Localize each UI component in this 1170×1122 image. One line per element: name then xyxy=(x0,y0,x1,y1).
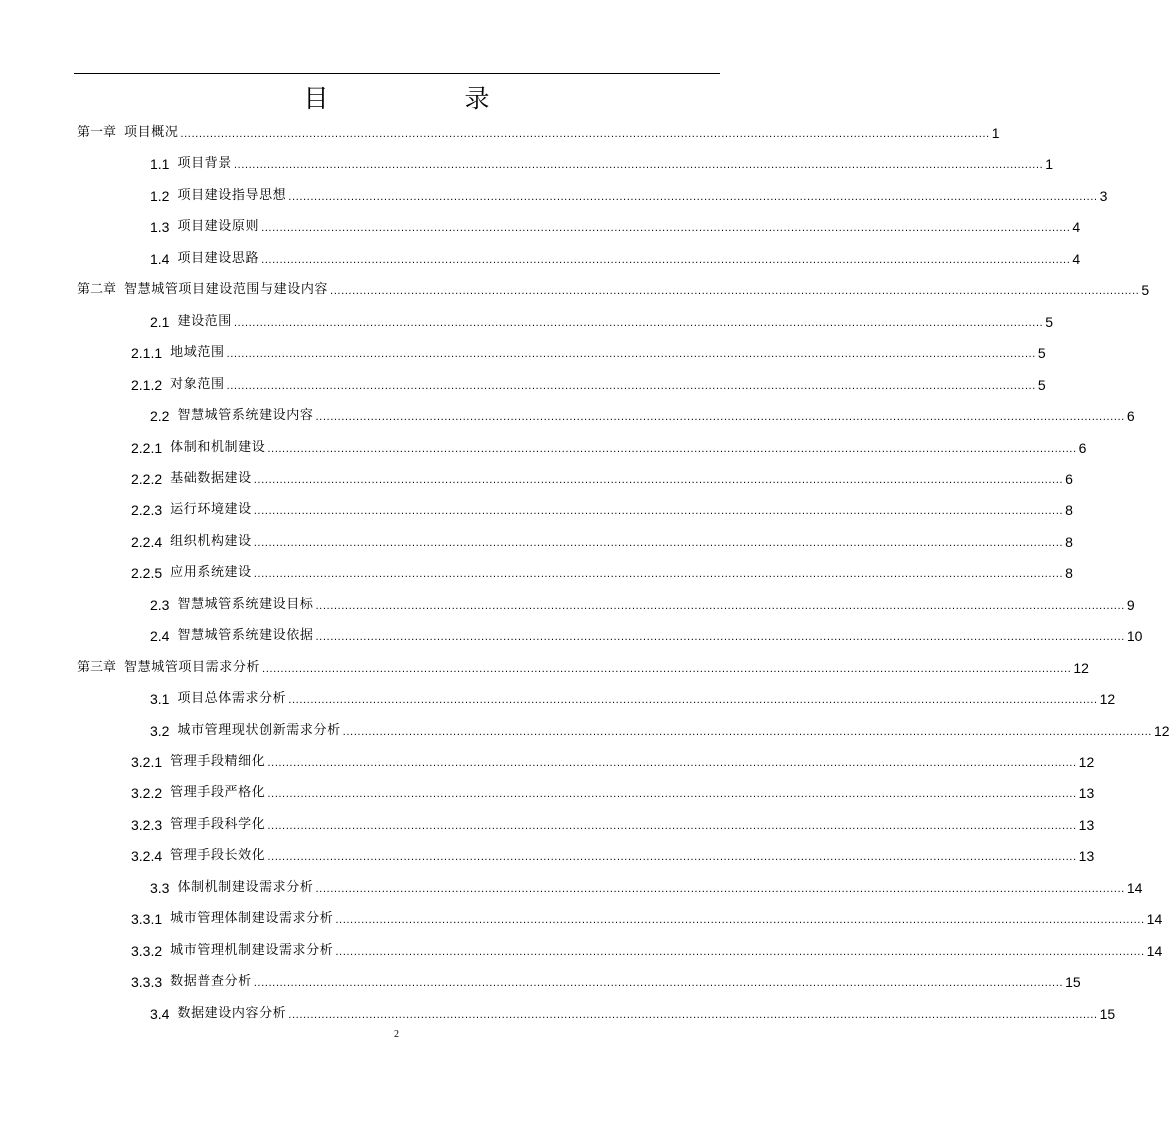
toc-entry-leader: ............................................................................................................................................................................................................................ xyxy=(335,947,1145,958)
toc-entry-leader: ............................................................................................................................................................................................................................ xyxy=(267,852,1077,863)
toc-entry-number: 2.1.1 xyxy=(131,345,163,361)
toc-entry-number: 3.2.2 xyxy=(131,785,163,801)
toc-entry-page: 9 xyxy=(1126,597,1135,613)
toc-entry-title: 智慧城管系统建设内容 xyxy=(177,408,314,423)
toc-entry-title: 体制机制建设需求分析 xyxy=(177,880,314,895)
toc-entry-leader: ............................................................................................................................................................................................................................ xyxy=(267,821,1077,832)
toc-entry-leader: ............................................................................................................................................................................................................................ xyxy=(335,915,1145,926)
toc-entry[interactable] xyxy=(150,187,1108,205)
toc-entry-title: 项目建设思路 xyxy=(177,251,260,266)
toc-entry-title: 智慧城管系统建设目标 xyxy=(177,597,314,612)
toc-entry[interactable] xyxy=(131,376,1046,394)
toc-entry-page: 6 xyxy=(1065,471,1073,487)
toc-entry[interactable] xyxy=(77,124,1000,142)
toc-entry[interactable] xyxy=(131,344,1046,362)
toc-entry-title: 项目背景 xyxy=(177,156,232,171)
toc-entry-number: 3.3 xyxy=(150,880,170,896)
toc-entry-title: 管理手段科学化 xyxy=(170,817,266,832)
toc-title: 目 录 xyxy=(303,84,554,113)
toc-entry-title: 管理手段长效化 xyxy=(170,848,266,863)
toc-entry-number: 3.3.1 xyxy=(131,911,163,927)
toc-entry-number: 3.3.3 xyxy=(131,974,163,990)
toc-entry-leader: ............................................................................................................................................................................................................................ xyxy=(267,758,1077,769)
toc-entry-title: 项目概况 xyxy=(124,125,179,140)
toc-entry[interactable] xyxy=(131,470,1073,488)
toc-entry-leader: ............................................................................................................................................................................................................................ xyxy=(226,349,1036,360)
toc-entry[interactable] xyxy=(131,533,1073,551)
toc-entry-number: 第一章 xyxy=(77,125,117,140)
toc-entry-leader: ............................................................................................................................................................................................................................ xyxy=(253,475,1064,486)
toc-entry-leader: ............................................................................................................................................................................................................................ xyxy=(267,444,1077,455)
toc-entry-number: 1.4 xyxy=(150,251,170,267)
toc-entry-page: 5 xyxy=(1037,345,1046,361)
toc-entry-number: 3.4 xyxy=(150,1006,170,1022)
toc-entry-title: 项目建设原则 xyxy=(177,219,260,234)
toc-entry-number: 3.2.1 xyxy=(131,754,163,770)
toc-entry-number: 3.3.2 xyxy=(131,943,163,959)
toc-entry[interactable] xyxy=(131,753,1095,771)
toc-entry-page: 14 xyxy=(1146,911,1163,927)
toc-entry-number: 2.2.2 xyxy=(131,471,163,487)
toc-entry-title: 组织机构建设 xyxy=(170,534,252,549)
toc-entry-title: 智慧城管项目建设范围与建设内容 xyxy=(124,282,329,297)
toc-entry-number: 第三章 xyxy=(77,660,117,675)
toc-entry-page: 4 xyxy=(1072,219,1081,235)
toc-entry-page: 8 xyxy=(1065,502,1073,518)
toc-entry-page: 10 xyxy=(1126,628,1143,644)
toc-entry[interactable] xyxy=(131,816,1095,834)
toc-entry-page: 12 xyxy=(1073,660,1089,676)
toc-entry-page: 4 xyxy=(1072,251,1081,267)
toc-entry-page: 8 xyxy=(1065,534,1073,550)
toc-entry[interactable] xyxy=(131,564,1073,582)
toc-entry[interactable] xyxy=(150,313,1053,331)
toc-entry[interactable] xyxy=(150,1005,1116,1023)
toc-entry-leader: ............................................................................................................................................................................................................................ xyxy=(180,129,990,140)
toc-entry-leader: ............................................................................................................................................................................................................................ xyxy=(253,978,1064,989)
toc-entry-title: 项目总体需求分析 xyxy=(177,691,287,706)
toc-entry-page: 5 xyxy=(1141,282,1150,298)
toc-entry[interactable] xyxy=(131,784,1095,802)
toc-entry-page: 5 xyxy=(1045,314,1053,330)
toc-entry-number: 2.3 xyxy=(150,597,170,613)
toc-entry-page: 14 xyxy=(1146,943,1163,959)
toc-entry-page: 12 xyxy=(1078,754,1095,770)
toc-entry[interactable] xyxy=(150,627,1143,645)
toc-entry[interactable] xyxy=(77,281,1150,299)
toc-entry[interactable] xyxy=(150,596,1135,614)
toc-entry-title: 应用系统建设 xyxy=(170,565,252,580)
toc-entry-leader: ............................................................................................................................................................................................................................ xyxy=(315,632,1125,643)
toc-entry-leader: ............................................................................................................................................................................................................................ xyxy=(315,412,1125,423)
toc-entry-page: 6 xyxy=(1078,440,1087,456)
toc-entry-title: 建设范围 xyxy=(177,314,232,329)
toc-entry-number: 3.2 xyxy=(150,723,170,739)
toc-entry[interactable] xyxy=(150,690,1116,708)
toc-entry[interactable] xyxy=(131,942,1163,960)
toc-entry[interactable] xyxy=(131,439,1087,457)
toc-entry[interactable] xyxy=(150,879,1143,897)
toc-entry-title: 管理手段严格化 xyxy=(170,785,266,800)
toc-entry-number: 2.4 xyxy=(150,628,170,644)
toc-entry[interactable] xyxy=(131,501,1073,519)
toc-entry-number: 3.2.4 xyxy=(131,848,163,864)
toc-entry-number: 2.2.5 xyxy=(131,565,163,581)
toc-entry-page: 12 xyxy=(1154,723,1170,739)
toc-entry[interactable] xyxy=(150,722,1170,740)
toc-entry-page: 6 xyxy=(1126,408,1135,424)
toc-entry-page: 13 xyxy=(1078,848,1095,864)
toc-entry-number: 2.2.3 xyxy=(131,502,163,518)
toc-entry-leader: ............................................................................................................................................................................................................................ xyxy=(226,381,1036,392)
toc-entry-page: 12 xyxy=(1099,691,1116,707)
toc-entry-title: 项目建设指导思想 xyxy=(177,188,287,203)
toc-entry-number: 2.2 xyxy=(150,408,170,424)
toc-entry[interactable] xyxy=(131,910,1163,928)
toc-entry[interactable] xyxy=(150,218,1081,236)
toc-entry-leader: ............................................................................................................................................................................................................................ xyxy=(315,601,1125,612)
toc-entry-leader: ............................................................................................................................................................................................................................ xyxy=(288,192,1098,203)
toc-entry-leader: ............................................................................................................................................................................................................................ xyxy=(315,884,1125,895)
toc-entry-number: 3.1 xyxy=(150,691,170,707)
toc-entry-title: 城市管理机制建设需求分析 xyxy=(170,943,334,958)
toc-entry-title: 体制和机制建设 xyxy=(170,440,266,455)
toc-entry-title: 运行环境建设 xyxy=(170,502,252,517)
toc-entry-leader: ............................................................................................................................................................................................................................ xyxy=(253,538,1064,549)
toc-entry-leader: ............................................................................................................................................................................................................................ xyxy=(262,664,1072,675)
toc-entry-leader: ............................................................................................................................................................................................................................ xyxy=(233,318,1044,329)
toc-entry-title: 智慧城管项目需求分析 xyxy=(124,660,261,675)
toc-entry[interactable] xyxy=(77,659,1089,677)
toc-entry-page: 15 xyxy=(1099,1006,1116,1022)
toc-entry-page: 14 xyxy=(1126,880,1143,896)
page-number: 2 xyxy=(394,1029,399,1040)
toc-entry-number: 1.1 xyxy=(150,156,170,172)
toc-entry-title: 地域范围 xyxy=(170,345,225,360)
toc-entry-leader: ............................................................................................................................................................................................................................ xyxy=(267,789,1077,800)
toc-entry-leader: ............................................................................................................................................................................................................................ xyxy=(330,286,1140,297)
toc-entry-title: 数据普查分析 xyxy=(170,974,252,989)
toc-entry-leader: ............................................................................................................................................................................................................................ xyxy=(233,160,1044,171)
toc-entry-number: 3.2.3 xyxy=(131,817,163,833)
toc-entry-page: 3 xyxy=(1099,188,1108,204)
toc-entry-page: 8 xyxy=(1065,565,1073,581)
toc-entry[interactable] xyxy=(131,973,1081,991)
toc-entry-leader: ............................................................................................................................................................................................................................ xyxy=(288,1010,1098,1021)
toc-entry-page: 15 xyxy=(1065,974,1081,990)
toc-entry[interactable] xyxy=(150,250,1081,268)
toc-entry-leader: ............................................................................................................................................................................................................................ xyxy=(261,223,1071,234)
toc-entry-page: 13 xyxy=(1078,785,1095,801)
toc-entry-number: 1.3 xyxy=(150,219,170,235)
toc-entry-title: 智慧城管系统建设依据 xyxy=(177,628,314,643)
toc-entry-title: 管理手段精细化 xyxy=(170,754,266,769)
toc-entry-number: 2.2.4 xyxy=(131,534,163,550)
toc-entry-page: 1 xyxy=(1045,156,1053,172)
toc-entry-page: 13 xyxy=(1078,817,1095,833)
toc-entry-title: 对象范围 xyxy=(170,377,225,392)
toc-entry[interactable] xyxy=(131,847,1095,865)
toc-entry-title: 数据建设内容分析 xyxy=(177,1006,287,1021)
toc-entry[interactable] xyxy=(150,407,1135,425)
toc-entry-number: 2.2.1 xyxy=(131,440,163,456)
toc-entry-title: 基础数据建设 xyxy=(170,471,252,486)
toc-entry-leader: ............................................................................................................................................................................................................................ xyxy=(261,255,1071,266)
toc-entry-leader: ............................................................................................................................................................................................................................ xyxy=(253,569,1064,580)
toc-entry-page: 1 xyxy=(991,125,1000,141)
toc-entry-leader: ............................................................................................................................................................................................................................ xyxy=(253,506,1064,517)
toc-entry-number: 1.2 xyxy=(150,188,170,204)
toc-entry-leader: ............................................................................................................................................................................................................................ xyxy=(288,695,1098,706)
toc-entry-number: 2.1.2 xyxy=(131,377,163,393)
toc-entry-title: 城市管理现状创新需求分析 xyxy=(177,723,341,738)
toc-entry-title: 城市管理体制建设需求分析 xyxy=(170,911,334,926)
toc-entry-number: 2.1 xyxy=(150,314,170,330)
toc-entry-leader: ............................................................................................................................................................................................................................ xyxy=(342,727,1152,738)
toc-entry-page: 5 xyxy=(1037,377,1046,393)
toc-entry[interactable] xyxy=(150,155,1053,173)
toc-entry-number: 第二章 xyxy=(77,282,117,297)
